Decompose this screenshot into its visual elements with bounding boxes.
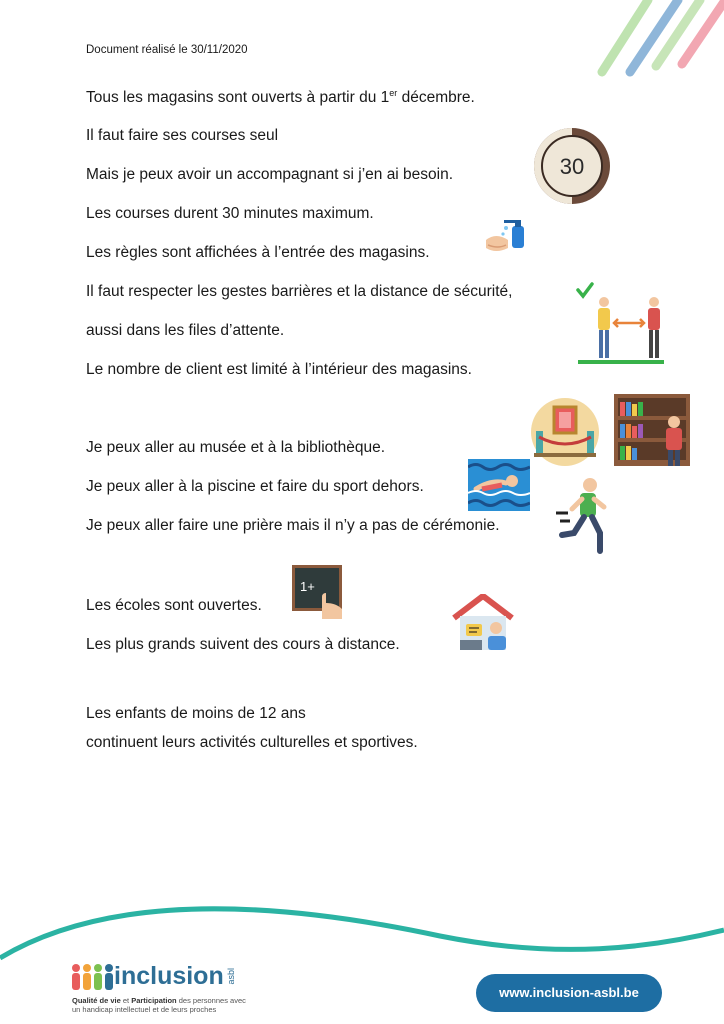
hand-sanitizer-icon xyxy=(484,212,528,256)
text-line-barrier-gestures: Il faut respecter les gestes barrières et la distance de sécurité, xyxy=(86,283,513,300)
remote-learning-icon xyxy=(452,594,514,652)
svg-text:1+: 1+ xyxy=(300,579,315,594)
document-date: Document réalisé le 30/11/2020 xyxy=(86,44,248,56)
text-line-client-limit: Le nombre de client est limité à l’intérieur des magasins. xyxy=(86,361,472,378)
website-link[interactable]: www.inclusion-asbl.be xyxy=(476,974,662,1012)
text-line-children-under-12: Les enfants de moins de 12 ans xyxy=(86,705,306,722)
museum-icon xyxy=(530,397,600,467)
text-line-30-minutes: Les courses durent 30 minutes maximum. xyxy=(86,205,374,222)
running-sport-icon xyxy=(556,477,612,555)
footer-wave-decoration xyxy=(0,896,724,966)
text-line-shops-open: Tous les magasins sont ouverts à partir du 1er décembre. xyxy=(86,87,475,106)
corner-stripes-decoration xyxy=(590,0,724,80)
text-line-museum-library: Je peux aller au musée et à la bibliothèque. xyxy=(86,439,386,456)
text-line-schools-open: Les écoles sont ouvertes. xyxy=(86,597,262,614)
brand-suffix: asbl xyxy=(226,968,236,985)
text-line-rules-posted: Les règles sont affichées à l’entrée des magasins. xyxy=(86,244,430,261)
text-line-shop-alone: Il faut faire ses courses seul xyxy=(86,127,279,144)
chalkboard-icon xyxy=(292,565,346,619)
text-line-remote-classes: Les plus grands suivent des cours à distance. xyxy=(86,636,400,653)
people-logo-icon xyxy=(70,962,114,992)
library-icon xyxy=(614,394,690,468)
text-line-activities-continue: continuent leurs activités culturelles et sportives. xyxy=(86,734,418,751)
text-line-pool-sport: Je peux aller à la piscine et faire du sport dehors. xyxy=(86,478,424,495)
text-line-prayer: Je peux aller faire une prière mais il n’y a pas de cérémonie. xyxy=(86,517,500,534)
svg-text:30: 30 xyxy=(559,154,585,179)
timer-30-icon xyxy=(532,125,616,207)
text-line-companion: Mais je peux avoir un accompagnant si j’en ai besoin. xyxy=(86,166,454,183)
brand-name: inclusion xyxy=(114,962,224,990)
text-line-queues: aussi dans les files d’attente. xyxy=(86,322,285,339)
swimming-pool-icon xyxy=(468,459,530,511)
brand-tagline: Qualité de vie et Participation des personnes avec un handicap intellectuel et de leurs proches xyxy=(72,996,246,1014)
social-distancing-icon xyxy=(576,280,666,370)
